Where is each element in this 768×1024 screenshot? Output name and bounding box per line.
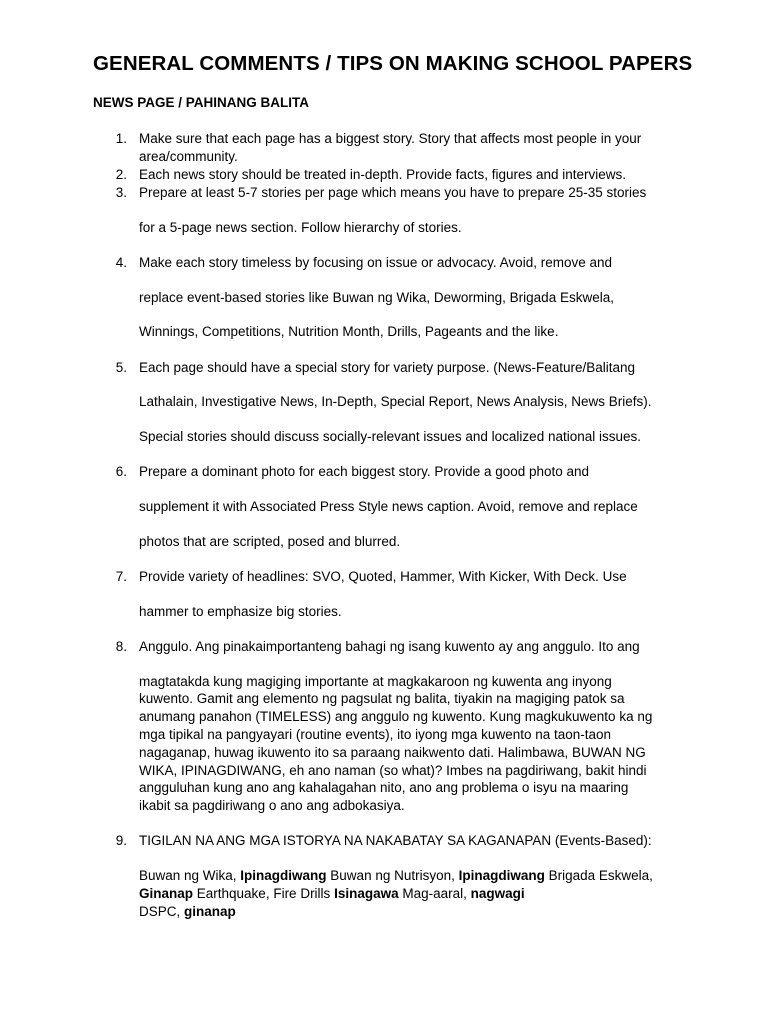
example-text: Buwan ng Nutrisyon, [326, 868, 459, 883]
document-title: GENERAL COMMENTS / TIPS ON MAKING SCHOOL PAPERS [93, 52, 693, 75]
item-line: Lathalain, Investigative News, In-Depth, Special Report, News Analysis, News Briefs). [139, 394, 652, 409]
item-line: nagaganap, huwag ikuwento ito sa paraang naikwento dati. Halimbawa, BUWAN NG [139, 745, 646, 760]
item-line: angguluhan kung ano ang kahalagahan nito, ano ang problema o isyu na maaring [139, 780, 629, 795]
item-line: kuwento. Gamit ang elemento ng pagsulat ng balita, tiyakin na magiging patok sa [139, 691, 625, 706]
item-number: 9. [115, 833, 127, 848]
example-text: Mag-aaral, [398, 886, 471, 901]
item-line: replace event-based stories like Buwan ng Wika, Deworming, Brigada Eskwela, [139, 290, 614, 305]
example-verb: nagwagi [470, 886, 525, 901]
item-line: for a 5-page news section. Follow hierarchy of stories. [139, 220, 462, 235]
item-line: Anggulo. Ang pinakaimportanteng bahagi ng isang kuwento ay ang anggulo. Ito ang [139, 639, 640, 654]
item-line: area/community. [139, 149, 238, 164]
example-verb: Ipinagdiwang [240, 868, 327, 883]
example-text: Earthquake, Fire Drills [193, 886, 335, 901]
item-line: TIGILAN NA ANG MGA ISTORYA NA NAKABATAY SA KAGANAPAN (Events-Based): [139, 833, 652, 848]
examples-line-3 [139, 903, 236, 920]
item-number: 8. [115, 639, 127, 654]
item-line: anumang panahon (TIMELESS) ang anggulo ng kuwento. Kung magkukuwento ka ng [139, 709, 653, 724]
item-line: Each news story should be treated in-depth. Provide facts, figures and interviews. [139, 167, 627, 182]
example-verb: Ipinagdiwang [458, 868, 545, 883]
item-number: 7. [115, 569, 127, 584]
item-line: supplement it with Associated Press Style news caption. Avoid, remove and replace [139, 499, 638, 514]
examples-line-2 [139, 885, 525, 902]
item-number: 3. [115, 185, 127, 200]
examples-line-1 [139, 867, 653, 884]
item-line: Each page should have a special story for variety purpose. (News-Feature/Balitang [139, 360, 636, 375]
item-line: mga tipikal na pangyayari (routine events), ito iyong mga kuwento na taon-taon [139, 727, 612, 742]
item-line: Winnings, Competitions, Nutrition Month, Drills, Pageants and the like. [139, 324, 559, 339]
item-line: Prepare a dominant photo for each biggest story. Provide a good photo and [139, 464, 590, 479]
example-verb: Ginanap [139, 886, 194, 901]
example-verb: ginanap [184, 904, 236, 919]
item-line: Prepare at least 5-7 stories per page which means you have to prepare 25-35 stories [139, 185, 647, 200]
item-number: 4. [115, 255, 127, 270]
item-line: WIKA, IPINAGDIWANG, eh ano naman (so what)? Imbes na pagdiriwang, bakit hindi [139, 763, 647, 778]
item-line: hammer to emphasize big stories. [139, 604, 342, 619]
item-line: Make sure that each page has a biggest story. Story that affects most people in your [139, 131, 642, 146]
item-line: ikabit sa pagdiriwang o ano ang adbokasiya. [139, 798, 405, 813]
item-line: photos that are scripted, posed and blurred. [139, 534, 401, 549]
item-line: Special stories should discuss socially-relevant issues and localized national issues. [139, 429, 642, 444]
item-line: magtatakda kung magiging importante at magkakaroon ng kuwenta ang inyong [139, 674, 612, 689]
example-verb: Isinagawa [334, 886, 399, 901]
item-line: Provide variety of headlines: SVO, Quoted, Hammer, With Kicker, With Deck. Use [139, 569, 627, 584]
item-number: 6. [115, 464, 127, 479]
item-line: Make each story timeless by focusing on issue or advocacy. Avoid, remove and [139, 255, 612, 270]
example-text: DSPC, [139, 904, 185, 919]
item-number: 2. [115, 167, 127, 182]
example-text: Brigada Eskwela, [544, 868, 653, 883]
item-number: 5. [115, 360, 127, 375]
section-heading: NEWS PAGE / PAHINANG BALITA [93, 95, 309, 110]
example-text: Buwan ng Wika, [139, 868, 241, 883]
item-number: 1. [115, 131, 127, 146]
